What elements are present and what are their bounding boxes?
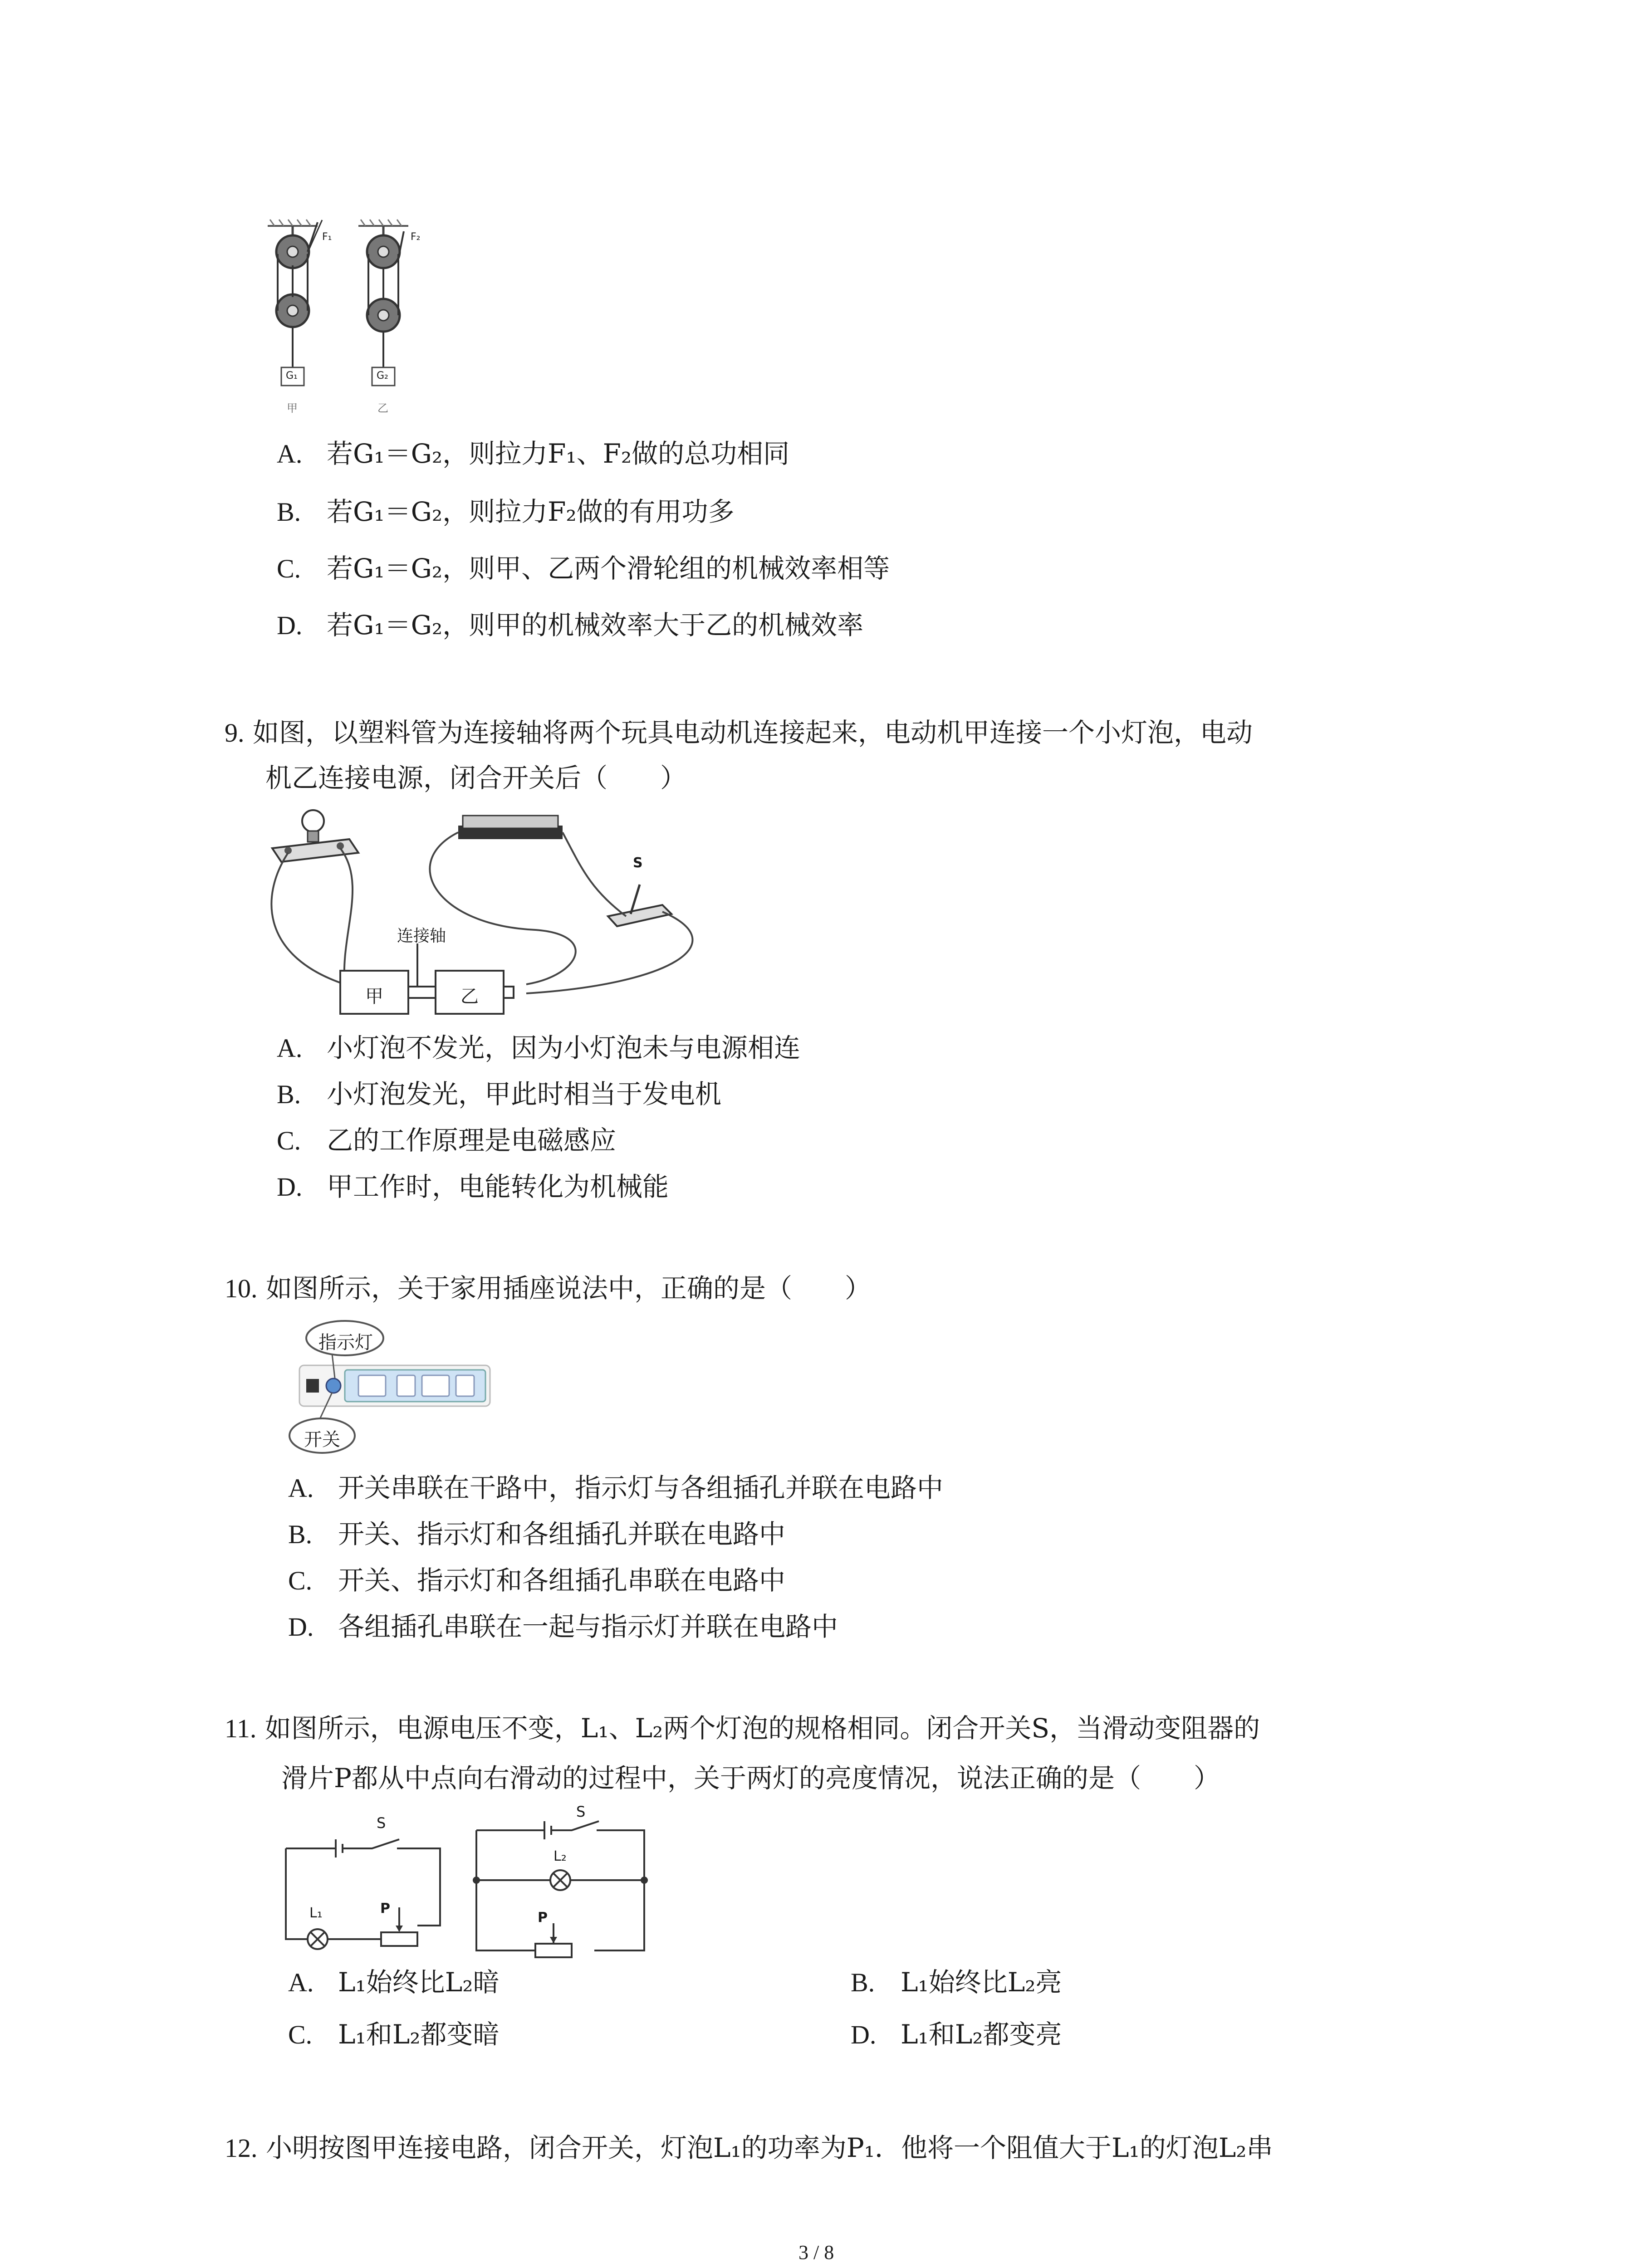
q9-stem-line2: [265, 760, 686, 796]
q8-option-b: [277, 494, 735, 530]
option-text: L₁始终比L₂暗: [338, 1967, 500, 1998]
option-letter: D.: [277, 1172, 303, 1202]
option-letter: D.: [851, 2020, 877, 2049]
q12-stem-line1: [225, 2130, 1273, 2166]
q10-option-a: [288, 1470, 943, 1506]
question-text: 机乙连接电源，闭合开关后（ ）: [265, 763, 687, 793]
q9-option-a: [277, 1030, 800, 1066]
option-letter: B.: [277, 497, 301, 527]
motor-yi-label: 乙: [460, 986, 479, 1007]
option-letter: C.: [277, 1126, 301, 1155]
option-letter: D.: [277, 611, 303, 640]
pulley-diagram: [254, 218, 445, 435]
option-letter: A.: [277, 1033, 303, 1063]
q11-option-c: [288, 2016, 500, 2053]
option-letter: C.: [288, 2020, 313, 2049]
option-letter: B.: [851, 1968, 875, 1997]
option-text: 乙的工作原理是电磁感应: [327, 1125, 617, 1156]
option-letter: C.: [277, 554, 301, 583]
question-text: 如图所示，电源电压不变，L₁、L₂两个灯泡的规格相同。闭合开关S，当滑动变阻器的: [265, 1713, 1260, 1744]
option-text: L₁始终比L₂亮: [901, 1967, 1062, 1998]
option-text: 甲工作时，电能转化为机械能: [327, 1171, 669, 1202]
motor-jia-label: 甲: [365, 986, 383, 1007]
option-letter: A.: [277, 439, 303, 469]
option-text: 开关串联在干路中，指示灯与各组插孔并联在电路中: [338, 1472, 944, 1503]
q11-stem-line1: [225, 1710, 1260, 1747]
option-letter: A.: [288, 1968, 314, 1997]
option-text: 小灯泡发光，甲此时相当于发电机: [327, 1079, 722, 1110]
q9-option-d: [277, 1168, 669, 1205]
q11-stem-line2: [281, 1760, 1220, 1796]
q9-option-c: [277, 1122, 616, 1159]
option-text: 小灯泡不发光，因为小灯泡未与电源相连: [327, 1032, 801, 1063]
caption-jia: 甲: [287, 402, 298, 415]
page-number: 3 / 8: [798, 2241, 834, 2263]
question-number: 11.: [225, 1714, 257, 1743]
switch-label-left: S: [377, 1814, 386, 1832]
q11-option-d: [851, 2016, 1062, 2053]
q8-option-c: [277, 550, 890, 587]
caption-yi: 乙: [377, 402, 388, 415]
motor-figure: [263, 807, 730, 1021]
indicator-label: 指示灯: [318, 1332, 373, 1353]
option-text: 若G₁＝G₂，则甲的机械效率大于乙的机械效率: [327, 610, 864, 640]
q10-option-c: [288, 1562, 785, 1599]
option-letter: C.: [288, 1566, 313, 1595]
question-text: 小明按图甲连接电路，闭合开关，灯泡L₁的功率为P₁．他将一个阻值大于L₁的灯泡L₂串: [265, 2132, 1273, 2163]
lamp-l2-label: L₂: [554, 1848, 567, 1864]
motor-circuit-diagram: [263, 807, 730, 1021]
option-text: 若G₁＝G₂，则甲、乙两个滑轮组的机械效率相等: [327, 553, 890, 584]
q11-circuit-figure: [281, 1803, 667, 1962]
option-text: L₁和L₂都变亮: [901, 2019, 1062, 2050]
q8-option-d: [277, 607, 863, 644]
question-text: 如图所示，关于家用插座说法中，正确的是（ ）: [265, 1273, 871, 1304]
lamp-l1-label: L₁: [309, 1905, 323, 1921]
switch-label-right: S: [576, 1803, 586, 1820]
q10-stem-line1: [225, 1270, 871, 1307]
q9-option-b: [277, 1076, 721, 1113]
label-G1: G₁: [286, 370, 298, 381]
question-text: 滑片P都从中点向右滑动的过程中，关于两灯的亮度情况，说法正确的是（ ）: [281, 1763, 1220, 1794]
q10-option-d: [288, 1608, 838, 1645]
socket-figure: [281, 1320, 499, 1465]
option-text: 若G₁＝G₂，则拉力F₂做的有用功多: [327, 496, 735, 527]
question-text: 如图，以塑料管为连接轴将两个玩具电动机连接起来，电动机甲连接一个小灯泡，电动: [252, 717, 1253, 748]
label-F2: F₂: [411, 231, 421, 243]
question-number: 10.: [225, 1274, 258, 1303]
option-letter: D.: [288, 1612, 314, 1642]
question-number: 12.: [225, 2133, 258, 2163]
pulley-figure: [254, 218, 445, 435]
slider-p-label-left: P: [380, 1901, 390, 1916]
option-text: L₁和L₂都变暗: [338, 2019, 500, 2050]
option-letter: A.: [288, 1473, 314, 1503]
q11-option-b: [851, 1964, 1062, 2001]
switch-label: 开关: [304, 1429, 340, 1450]
question-number: 9.: [225, 718, 245, 748]
label-G2: G₂: [377, 370, 388, 381]
slider-p-label-right: P: [538, 1910, 548, 1926]
series-parallel-circuits: [281, 1812, 667, 1962]
q11-option-a: [288, 1964, 500, 2001]
q8-option-a: [277, 435, 789, 472]
option-letter: B.: [288, 1520, 313, 1549]
option-text: 开关、指示灯和各组插孔串联在电路中: [338, 1565, 786, 1596]
option-text: 开关、指示灯和各组插孔并联在电路中: [338, 1519, 786, 1549]
axis-label: 连接轴: [397, 927, 446, 945]
label-F1: F₁: [322, 231, 332, 243]
option-letter: B.: [277, 1080, 301, 1109]
switch-label: S: [633, 855, 643, 871]
q9-stem-line1: [225, 714, 1253, 751]
q10-option-b: [288, 1516, 785, 1553]
option-text: 若G₁＝G₂，则拉力F₁、F₂做的总功相同: [327, 438, 790, 469]
option-text: 各组插孔串联在一起与指示灯并联在电路中: [338, 1611, 838, 1642]
